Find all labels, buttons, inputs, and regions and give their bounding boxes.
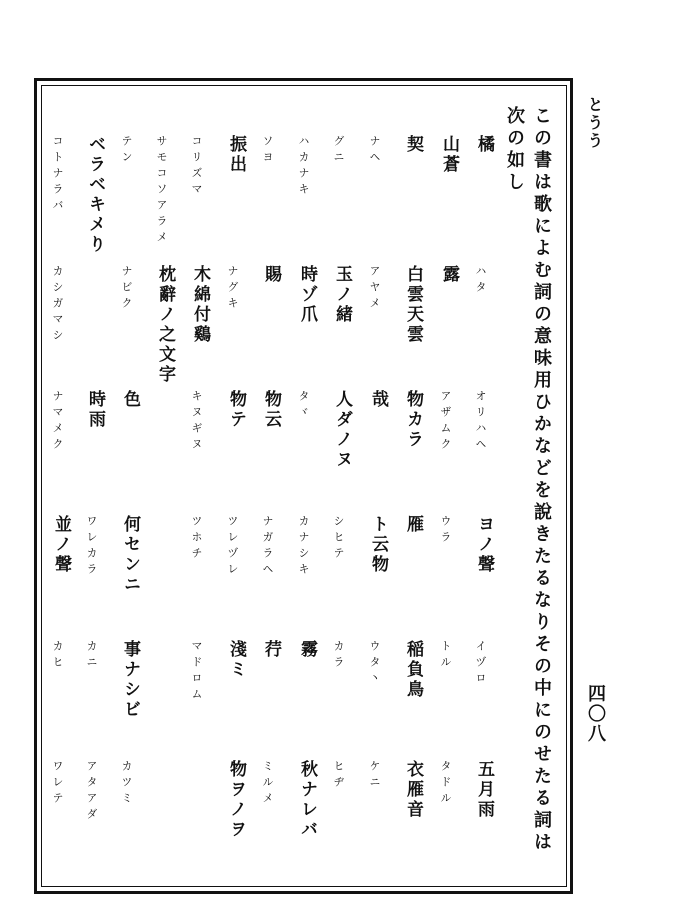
entry-cell: 玉ノ緒 — [332, 265, 352, 325]
entry-cell: 稲負鳥 — [403, 640, 423, 700]
entry-cell: 淺ミ — [226, 640, 246, 680]
entry-cell: カニ — [85, 640, 98, 672]
entry-cell: テン — [120, 135, 133, 167]
entry-cell: 木綿付鷄 — [190, 265, 210, 345]
page-number: 四〇八 — [585, 684, 606, 744]
entry-cell: 賜 — [261, 265, 281, 285]
entry-cell: アヤメ — [368, 265, 381, 313]
entry-cell: 衣雁音 — [403, 760, 423, 820]
entry-cell: 秋ナレバ — [297, 760, 317, 840]
entry-cell: タヾ — [297, 390, 310, 422]
entry-cell: ナガラヘ — [261, 515, 274, 579]
entry-cell: 雁 — [403, 515, 423, 535]
entry-cell: サモコソアラメ — [155, 135, 168, 247]
entry-cell: カシガマシ — [51, 265, 64, 345]
entry-cell: 露 — [439, 265, 459, 285]
entry-cell: 時ゾ爪 — [297, 265, 317, 325]
entry-cell: ナグキ — [226, 265, 239, 313]
entry-cell: ナマメク — [51, 390, 64, 454]
entry-cell: 荇 — [261, 640, 281, 660]
entry-cell: アザムク — [439, 390, 452, 454]
entry-cell: ウラ — [439, 515, 452, 547]
entry-cell: 何センニ — [120, 515, 140, 595]
entry-cell: カナシキ — [297, 515, 310, 579]
entry-cell: ミルメ — [261, 760, 274, 808]
entry-cell: 枕辭ノ之文字 — [155, 265, 175, 385]
entry-cell: ベラベキメり — [85, 135, 105, 255]
entry-cell: 事ナシビ — [120, 640, 140, 720]
entry-cell: ソヨ — [261, 135, 274, 167]
entry-cell: ウタ丶 — [368, 640, 381, 688]
entry-cell: 白雲天雲 — [403, 265, 423, 345]
entry-cell: キヌギヌ — [190, 390, 203, 454]
entry-cell: ハタ — [474, 265, 487, 297]
entry-cell: 哉 — [368, 390, 388, 410]
entry-cell: 振出 — [226, 135, 246, 175]
entry-cell: ケニ — [368, 760, 381, 792]
entry-cell: 山蒼 — [439, 135, 459, 175]
entry-cell: タドル — [439, 760, 452, 808]
entry-cell: ト云物 — [368, 515, 388, 575]
entry-cell: ナビク — [120, 265, 133, 313]
entry-cell: 契 — [403, 135, 423, 155]
entry-cell: 色 — [120, 390, 140, 410]
entry-cell: 物云 — [261, 390, 281, 430]
entry-cell: ヒヂ — [332, 760, 345, 792]
entry-cell: イヅロ — [474, 640, 487, 688]
entry-cell: ハカナキ — [297, 135, 310, 199]
running-title: とうう — [585, 96, 604, 150]
entry-cell: 物カラ — [403, 390, 423, 450]
entry-cell: 物ヲノヲ — [226, 760, 246, 840]
entry-cell: シヒテ — [332, 515, 345, 563]
entry-cell: ワレカラ — [85, 515, 98, 579]
entry-cell: ツレヅレ — [226, 515, 239, 579]
entry-cell: 物テ — [226, 390, 246, 430]
entry-cell: コリズマ — [190, 135, 203, 199]
entry-cell: カツミ — [120, 760, 133, 808]
entry-cell: 人ダノヌ — [332, 390, 352, 470]
entry-cell: 五月雨 — [474, 760, 494, 820]
entry-cell: トル — [439, 640, 452, 672]
entry-cell: 橘 — [474, 135, 494, 155]
entry-cell: 時雨 — [85, 390, 105, 430]
entry-cell: グニ — [332, 135, 345, 167]
entry-cell: カヒ — [51, 640, 64, 672]
entry-cell: アタアダ — [85, 760, 98, 824]
entry-cell: ツホチ — [190, 515, 203, 563]
entry-cell: 並ノ聲 — [51, 515, 71, 575]
intro-line-2: 次の如し — [504, 106, 525, 194]
entry-cell: ナヘ — [368, 135, 381, 167]
entry-cell: オリハヘ — [474, 390, 487, 454]
entry-cell: ワレテ — [51, 760, 64, 808]
entry-cell: ヨノ聲 — [474, 515, 494, 575]
entry-cell: 霧 — [297, 640, 317, 660]
intro-line-1: この書は歌によむ詞の意味用ひかなどを說きたるなりその中にのせたる詞は — [531, 106, 552, 854]
entry-cell: カラ — [332, 640, 345, 672]
entry-cell: コトナラバ — [51, 135, 64, 215]
entry-cell: マドロム — [190, 640, 203, 704]
